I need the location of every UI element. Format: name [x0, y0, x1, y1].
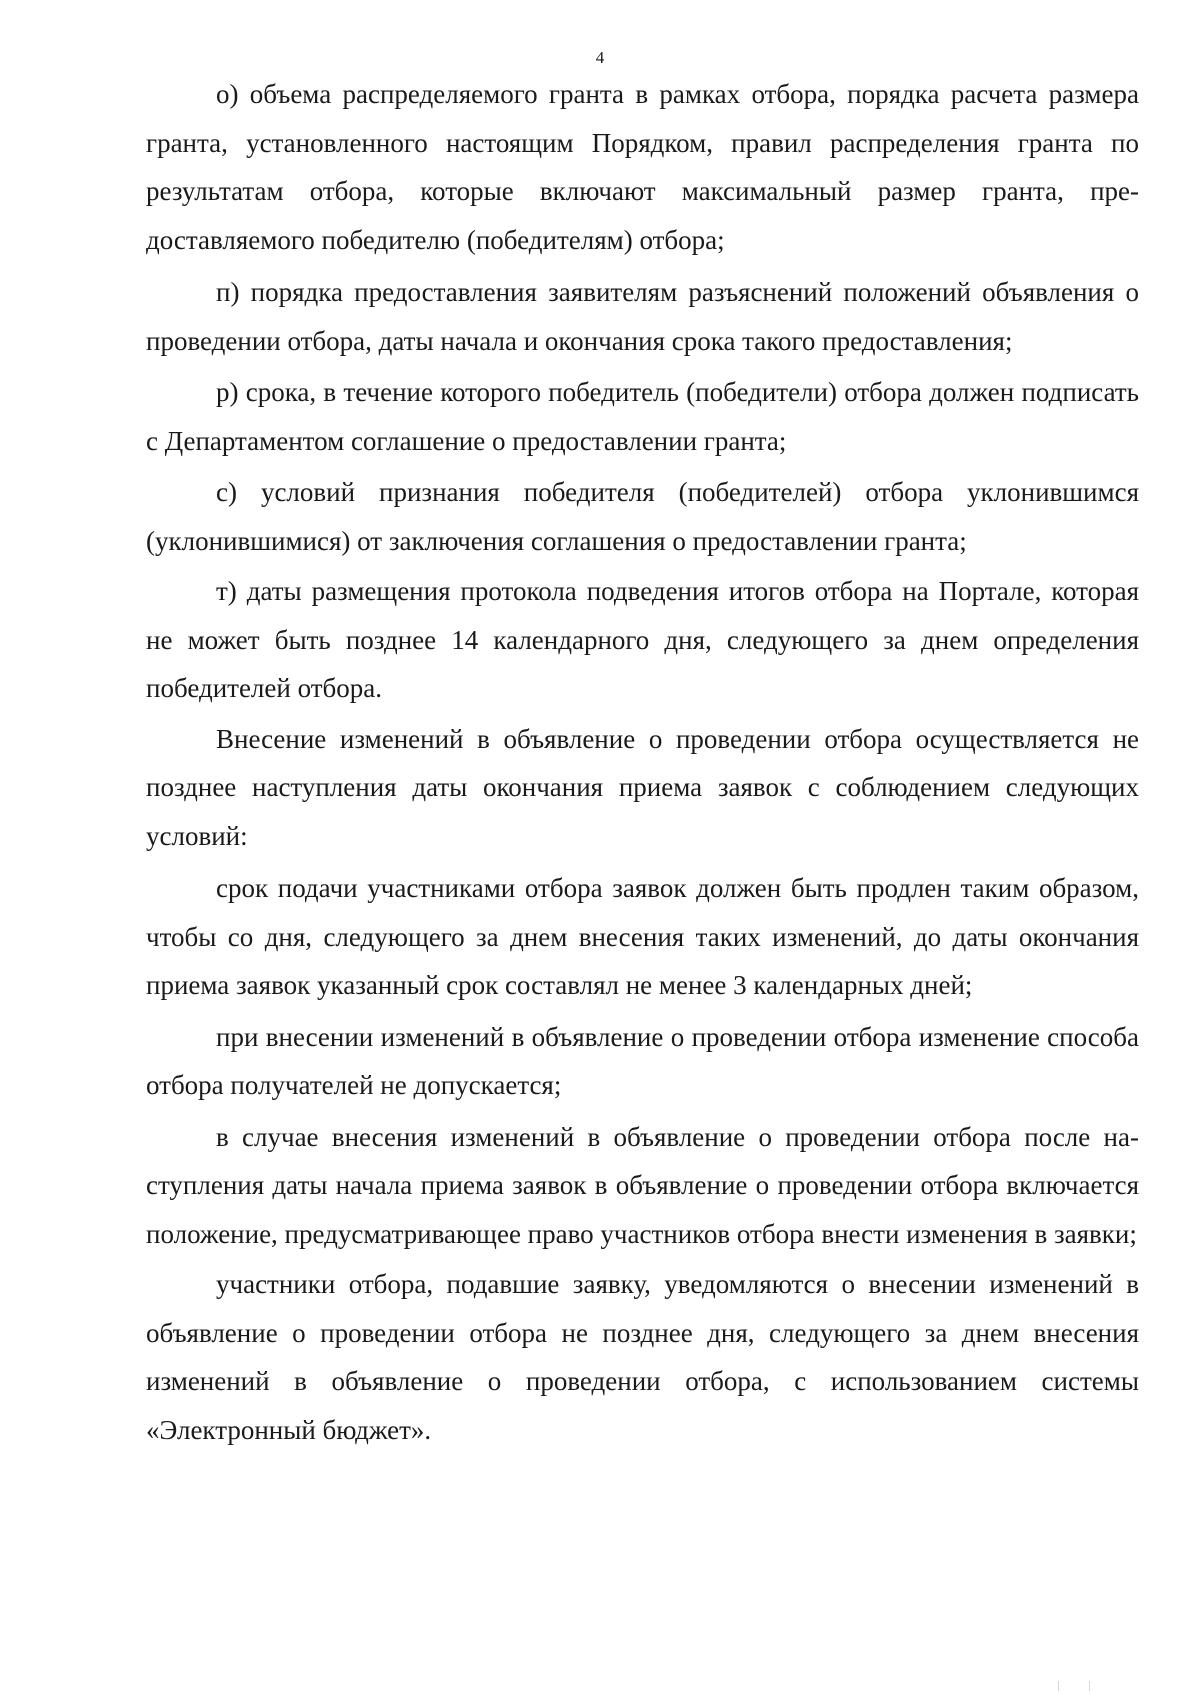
paragraph-condition-2: при внесении изменений в объявление о проведении отбора изменение способа отбора получателей не допускается; [146, 1021, 1139, 1100]
page-number: 4 [595, 48, 605, 67]
paragraph-p: п) порядка предоставления заявителям разъяснений положений объявления о проведении отбора, даты начала и окончания срока такого предоставления; [146, 277, 1139, 356]
paragraph-s: с) условий признания победителя (победителей) отбора уклонившимся (уклонившимися) от заключения соглашения о предоставлении гранта; [146, 477, 1139, 556]
paragraph-changes-intro: Внесение изменений в объявление о проведении отбора осуществляется не позднее наступления даты окончания приема заявок с соблюдением следующих условий: [146, 723, 1139, 851]
scan-artifact [1058, 1681, 1090, 1691]
paragraph-condition-3: в случае внесения изменений в объявление о проведении отбора после наступления даты начала приема заявок в объявление о проведении отбора включается положение, предусматривающее право участников отбора внести изменения в заявки; [146, 1121, 1139, 1249]
paragraph-condition-4: участники отбора, подавшие заявку, уведомляются о внесении изменений в объявление о проведении отбора не позднее дня, следующего за днем внесения изменений в объявление о проведении отбора, с использованием системы «Электронный бюджет». [146, 1269, 1139, 1445]
paragraph-condition-1: срок подачи участниками отбора заявок должен быть продлен таким образом, чтобы со дня, следующего за днем внесения таких изменений, до даты окончания приема заявок указанный срок составлял не менее 3 календарных дней; [146, 873, 1139, 1000]
paragraph-o: о) объема распределяемого гранта в рамках отбора, порядка расчета размера гранта, установленного настоящим Порядком, правил распределения гранта по результатам отбора, которые включают максимальный размер гранта, предоставляемого победителю (победителям) отбора; [146, 79, 1139, 255]
document-body [146, 70, 1139, 1456]
paragraph-r: р) срока, в течение которого победитель (победители) отбора должен подписать с Департаментом соглашение о предоставлении гранта; [146, 377, 1139, 456]
paragraph-t: т) даты размещения протокола подведения итогов отбора на Портале, которая не может быть позднее 14 календарного дня, следующего за днем определения победителей отбора. [146, 576, 1139, 703]
